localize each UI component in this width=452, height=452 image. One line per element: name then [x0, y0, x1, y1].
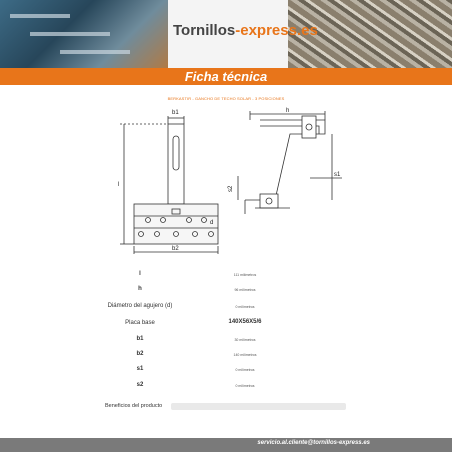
benefits-field	[171, 403, 346, 410]
spec-value-h: 96 milímetros	[234, 288, 256, 292]
product-subtitle: BERKASTIR - GANCHO DE TECHO SOLAR - 3 POSICIONES	[167, 96, 285, 101]
spec-value-l: 111 milímetros	[233, 273, 257, 277]
brand-main: Tornillos	[173, 22, 236, 39]
spec-label-diameter: Diámetro del agujero (d)	[107, 303, 173, 309]
spec-label-l: l	[139, 271, 141, 277]
spec-value-base-plate: 140X56X5/6	[228, 319, 262, 325]
dim-label-h: h	[286, 108, 290, 114]
spec-label-h: h	[138, 286, 142, 292]
spec-value-diameter: 0 milímetros	[235, 305, 255, 309]
tools-photo	[0, 0, 168, 68]
dim-label-b1: b1	[172, 110, 179, 116]
page-title: Ficha técnica	[184, 69, 268, 84]
dim-label-s1: s1	[334, 172, 341, 178]
dim-label-s2: s2	[228, 185, 234, 192]
spec-value-s1: 0 milímetros	[235, 368, 255, 372]
dim-label-l: l	[118, 182, 120, 188]
benefits-label: Beneficios del producto	[105, 403, 163, 409]
spec-value-b1: 30 milímetros	[234, 338, 256, 342]
brand-sub: -express.es	[235, 22, 318, 39]
brand-logo[interactable]	[173, 22, 318, 39]
footer-bar	[0, 438, 452, 452]
spec-label-s2: s2	[136, 382, 144, 388]
spec-label-s1: s1	[136, 366, 144, 372]
technical-drawing	[110, 106, 350, 256]
spec-label-b2: b2	[136, 351, 144, 357]
dim-label-d: d	[210, 220, 214, 226]
spec-value-b2: 140 milímetros	[233, 353, 257, 357]
spec-label-b1: b1	[136, 336, 144, 342]
footer-email-link[interactable]: servicio.al.cliente@tornillos-express.es	[257, 440, 370, 446]
spec-label-base-plate: Placa base	[125, 320, 155, 326]
spec-value-s2: 0 milímetros	[235, 384, 255, 388]
dim-label-b2: b2	[172, 246, 179, 252]
